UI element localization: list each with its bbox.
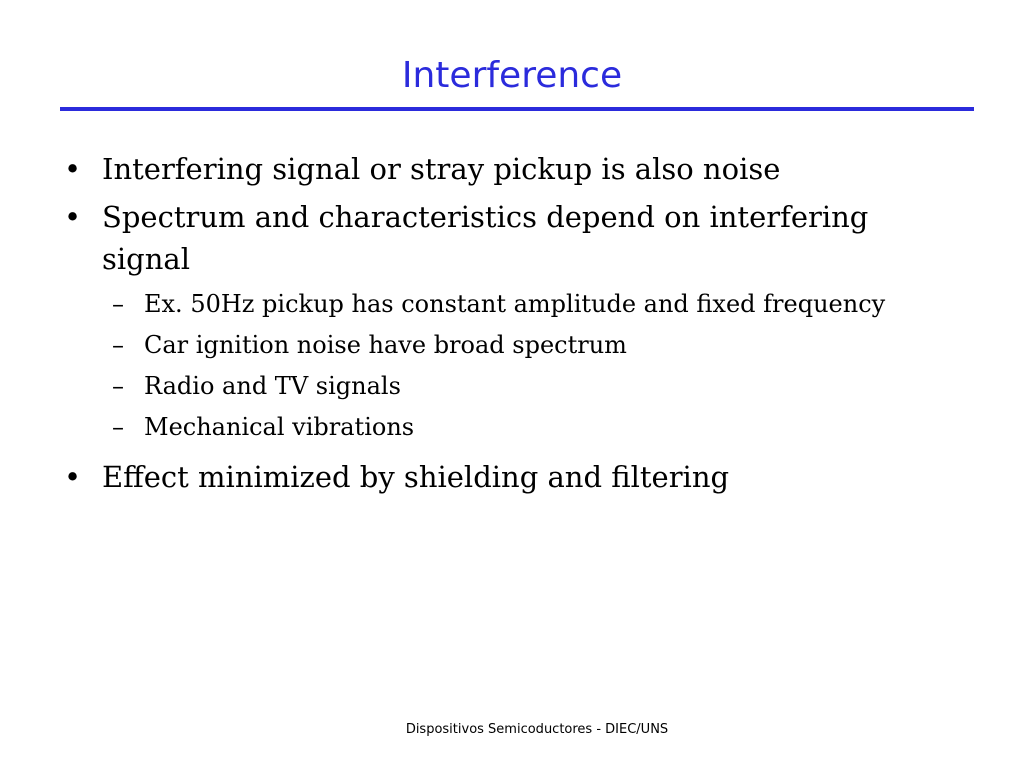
sub-bullet-text: Radio and TV signals — [144, 372, 401, 400]
bullet-item — [62, 196, 962, 280]
bullet-text: Effect minimized by shielding and filtering — [102, 460, 730, 494]
bullet-item — [62, 456, 962, 498]
dash-marker: – — [112, 372, 124, 400]
dash-marker: – — [112, 331, 124, 359]
sub-bullet-text: Car ignition noise have broad spectrum — [144, 331, 627, 359]
sub-bullet-item — [62, 407, 962, 448]
bullet-text: Interfering signal or stray pickup is also noise — [102, 152, 781, 186]
bullet-marker: • — [64, 152, 82, 186]
sub-bullet-item — [62, 325, 962, 366]
sub-bullet-list — [62, 284, 962, 448]
sub-bullet-item — [62, 284, 962, 325]
sub-bullet-text: Mechanical vibrations — [144, 413, 415, 441]
slide-footer: Dispositivos Semicoductores - DIEC/UNS — [405, 722, 669, 737]
bullet-list — [62, 148, 962, 504]
title-underline — [60, 107, 974, 111]
sub-bullet-text: Ex. 50Hz pickup has constant amplitude and fixed frequency — [144, 290, 886, 318]
dash-marker: – — [112, 290, 124, 318]
dash-marker: – — [112, 413, 124, 441]
bullet-item — [62, 148, 962, 190]
bullet-marker: • — [64, 200, 82, 234]
slide-title: Interference — [401, 55, 623, 96]
sub-bullet-item — [62, 366, 962, 407]
bullet-marker: • — [64, 460, 82, 494]
bullet-text: Spectrum and characteristics depend on interfering signal — [102, 200, 869, 276]
